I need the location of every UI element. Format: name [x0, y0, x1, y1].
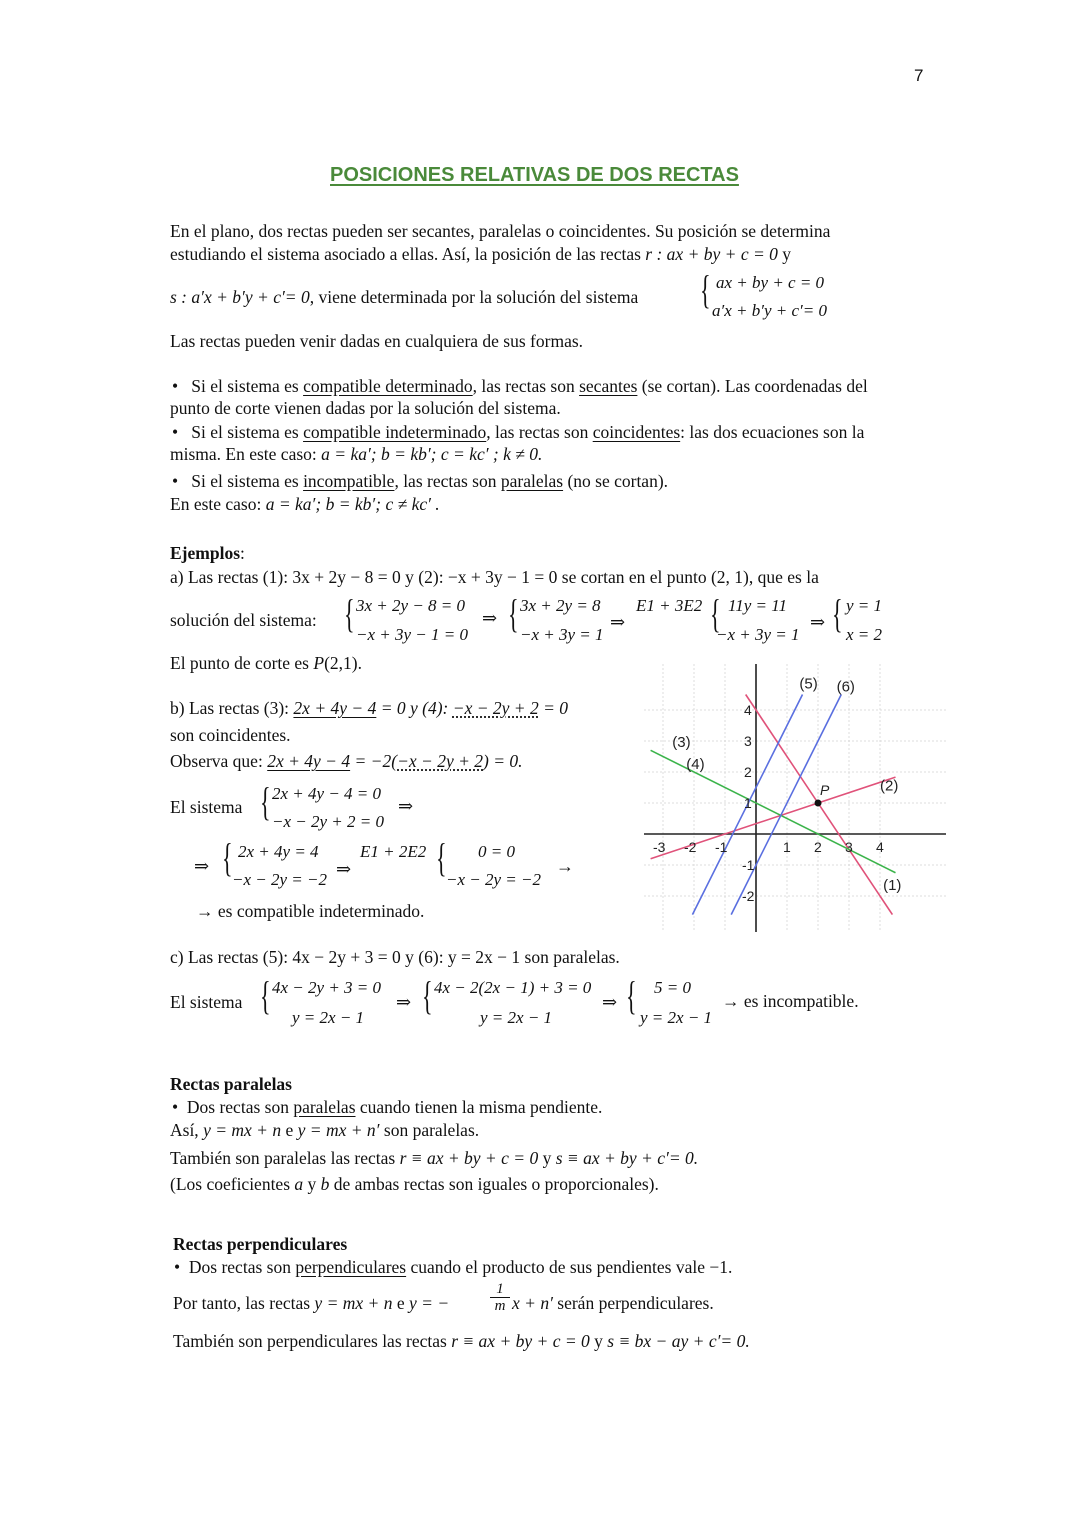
example-a-line-3: El punto de corte es P(2,1).: [170, 653, 362, 673]
lines-graph: [640, 660, 950, 936]
example-a-sys-6: −x + 3y = 1: [716, 625, 800, 644]
point-p-label: P: [820, 782, 830, 798]
lines: [651, 695, 899, 915]
parallel-line-2: Así, y = mx + n e y = mx + n′ son paralelas.: [170, 1120, 480, 1140]
brace: {: [344, 591, 355, 636]
fraction: [490, 1281, 510, 1314]
brace: {: [436, 835, 447, 880]
perpendicular-line-2a: Por tanto, las rectas y = mx + n e y = −: [173, 1293, 450, 1313]
brace: {: [700, 267, 711, 312]
implies-arrow: ⇒: [194, 856, 210, 876]
implies-arrow: ⇒: [396, 992, 412, 1012]
y-tick-label: 2: [744, 764, 752, 780]
example-c-sys-4: y = 2x − 1: [480, 1008, 553, 1027]
example-a-sys-1: 3x + 2y − 8 = 0: [356, 596, 466, 615]
example-b-line-2: son coincidentes.: [170, 725, 291, 745]
series-label: (2): [880, 777, 899, 795]
parallel-line-1: • Dos rectas son paralelas cuando tienen la misma pendiente.: [172, 1097, 603, 1117]
y-tick-label: -2: [742, 888, 755, 904]
x-tick-label: -1: [715, 839, 728, 855]
perpendicular-line-2b: x + n′ serán perpendiculares.: [512, 1293, 714, 1313]
brace: {: [222, 835, 233, 880]
implies-arrow: ⇒: [336, 859, 352, 879]
implies-arrow: ⇒: [810, 612, 826, 632]
example-c-sys-1: 4x − 2y + 3 = 0: [272, 978, 382, 997]
example-c-line-3: → es incompatible.: [722, 991, 859, 1011]
example-b-line-4: El sistema: [170, 797, 243, 817]
brace: {: [508, 591, 519, 636]
intro-line-3: s : a′x + b′y + c′= 0, viene determinada por la solución del sistema: [170, 287, 639, 307]
intro-line-2: estudiando el sistema asociado a ellas. Así, la posición de las rectas r : ax + by + c = 0 y: [170, 244, 792, 264]
y-tick-label: -1: [742, 857, 755, 873]
x-tick-label: 2: [814, 839, 822, 855]
example-b-line-1: b) Las rectas (3): 2x + 4y − 4 = 0 y (4): −x − 2y + 2 = 0: [170, 698, 569, 718]
example-a-line-1: a) Las rectas (1): 3x + 2y − 8 = 0 y (2): −x + 3y − 1 = 0 se cortan en el punto (2, 1), que es la: [170, 567, 819, 587]
brace: {: [260, 779, 271, 824]
y-tick-label: 4: [744, 702, 752, 718]
example-b-sys-6: −x − 2y = −2: [446, 870, 541, 889]
brace: {: [832, 591, 843, 636]
series-label: (6): [836, 678, 855, 696]
parallel-line-3: También son paralelas las rectas r ≡ ax + by + c = 0 y s ≡ ax + by + c′= 0.: [170, 1148, 699, 1168]
examples-heading: Ejemplos:: [170, 543, 245, 563]
x-tick-label: -3: [653, 839, 666, 855]
point-p: [815, 800, 822, 807]
implies-arrow: ⇒: [398, 796, 414, 816]
series-label: (1): [883, 876, 902, 894]
example-b-operation: E1 + 2E2: [360, 842, 427, 861]
bullet-3: • Si el sistema es incompatible, las rectas son paralelas (no se cortan).: [172, 471, 669, 491]
intro-system-eq-2: a′x + b′y + c′= 0: [712, 301, 827, 320]
example-a-sys-3: 3x + 2y = 8: [520, 596, 601, 615]
x-tick-label: 3: [845, 839, 853, 855]
bullet-2: • Si el sistema es compatible indeterminado, las rectas son coincidentes: las dos ecuaciones son la: [172, 422, 865, 442]
brace: {: [710, 591, 721, 636]
example-c-sys-5: 5 = 0: [654, 978, 691, 997]
series-label: (4): [686, 755, 705, 773]
fraction-denominator: m: [494, 1298, 506, 1314]
example-b-sys-4: −x − 2y = −2: [232, 870, 327, 889]
example-c-line-2: El sistema: [170, 992, 243, 1012]
fraction-numerator: 1: [490, 1281, 510, 1298]
example-b-sys-5: 0 = 0: [478, 842, 515, 861]
example-a-sys-2: −x + 3y − 1 = 0: [356, 625, 468, 644]
x-tick-label: -2: [684, 839, 697, 855]
to-arrow: →: [556, 856, 574, 876]
example-c-line-1: c) Las rectas (5): 4x − 2y + 3 = 0 y (6): y = 2x − 1 son paralelas.: [170, 947, 620, 967]
perpendicular-line-3: También son perpendiculares las rectas r ≡ ax + by + c = 0 y s ≡ bx − ay + c′= 0.: [173, 1331, 750, 1351]
brace: {: [626, 973, 637, 1018]
implies-arrow: ⇒: [482, 608, 498, 628]
series-label: (5): [799, 675, 818, 693]
x-tick-label: 4: [876, 839, 884, 855]
example-c-sys-3: 4x − 2(2x − 1) + 3 = 0: [434, 978, 592, 997]
page-number: 7: [914, 66, 924, 85]
bullet-3-cont: En este caso: a = ka′; b = kb′; c ≠ kc′ .: [170, 494, 440, 514]
example-b-sys-1: 2x + 4y − 4 = 0: [272, 784, 382, 803]
example-a-sys-5: 11y = 11: [728, 596, 787, 615]
page-title: POSICIONES RELATIVAS DE DOS RECTAS: [330, 164, 739, 186]
parallel-line-4: (Los coeficientes a y b de ambas rectas son iguales o proporcionales).: [170, 1174, 659, 1194]
example-a-line-2: solución del sistema:: [170, 610, 317, 630]
example-c-sys-6: y = 2x − 1: [640, 1008, 713, 1027]
example-b-line-5: → es compatible indeterminado.: [196, 901, 425, 921]
example-c-sys-2: y = 2x − 1: [292, 1008, 365, 1027]
bullet-1: • Si el sistema es compatible determinado, las rectas son secantes (se cortan). Las coordenadas del: [172, 376, 868, 396]
intro-line-1: En el plano, dos rectas pueden ser secantes, paralelas o coincidentes. Su posición se determina: [170, 221, 831, 241]
example-a-sys-8: x = 2: [846, 625, 883, 644]
series-label: (3): [672, 734, 691, 752]
example-a-sys-7: y = 1: [846, 596, 883, 615]
brace: {: [260, 973, 271, 1018]
perpendicular-heading: Rectas perpendiculares: [173, 1234, 348, 1254]
intro-line-4: Las rectas pueden venir dadas en cualquiera de sus formas.: [170, 331, 584, 351]
example-b-sys-2: −x − 2y + 2 = 0: [272, 812, 384, 831]
implies-arrow: ⇒: [610, 612, 626, 632]
example-b-sys-3: 2x + 4y = 4: [238, 842, 319, 861]
example-b-line-3: Observa que: 2x + 4y − 4 = −2(−x − 2y + 2) = 0.: [170, 751, 523, 771]
parallel-heading: Rectas paralelas: [170, 1074, 292, 1094]
y-tick-label: 1: [744, 795, 752, 811]
example-a-sys-4: −x + 3y = 1: [520, 625, 604, 644]
bullet-1-cont: punto de corte vienen dadas por la solución del sistema.: [170, 398, 561, 418]
example-a-operation: E1 + 3E2: [636, 596, 703, 615]
implies-arrow: ⇒: [602, 992, 618, 1012]
perpendicular-line-1: • Dos rectas son perpendiculares cuando el producto de sus pendientes vale −1.: [174, 1257, 733, 1277]
brace: {: [422, 973, 433, 1018]
intro-system-eq-1: ax + by + c = 0: [716, 273, 825, 292]
y-tick-label: 3: [744, 733, 752, 749]
x-tick-label: 1: [783, 839, 791, 855]
bullet-2-cont: misma. En este caso: a = ka′; b = kb′; c = kc′ ; k ≠ 0.: [170, 444, 543, 464]
